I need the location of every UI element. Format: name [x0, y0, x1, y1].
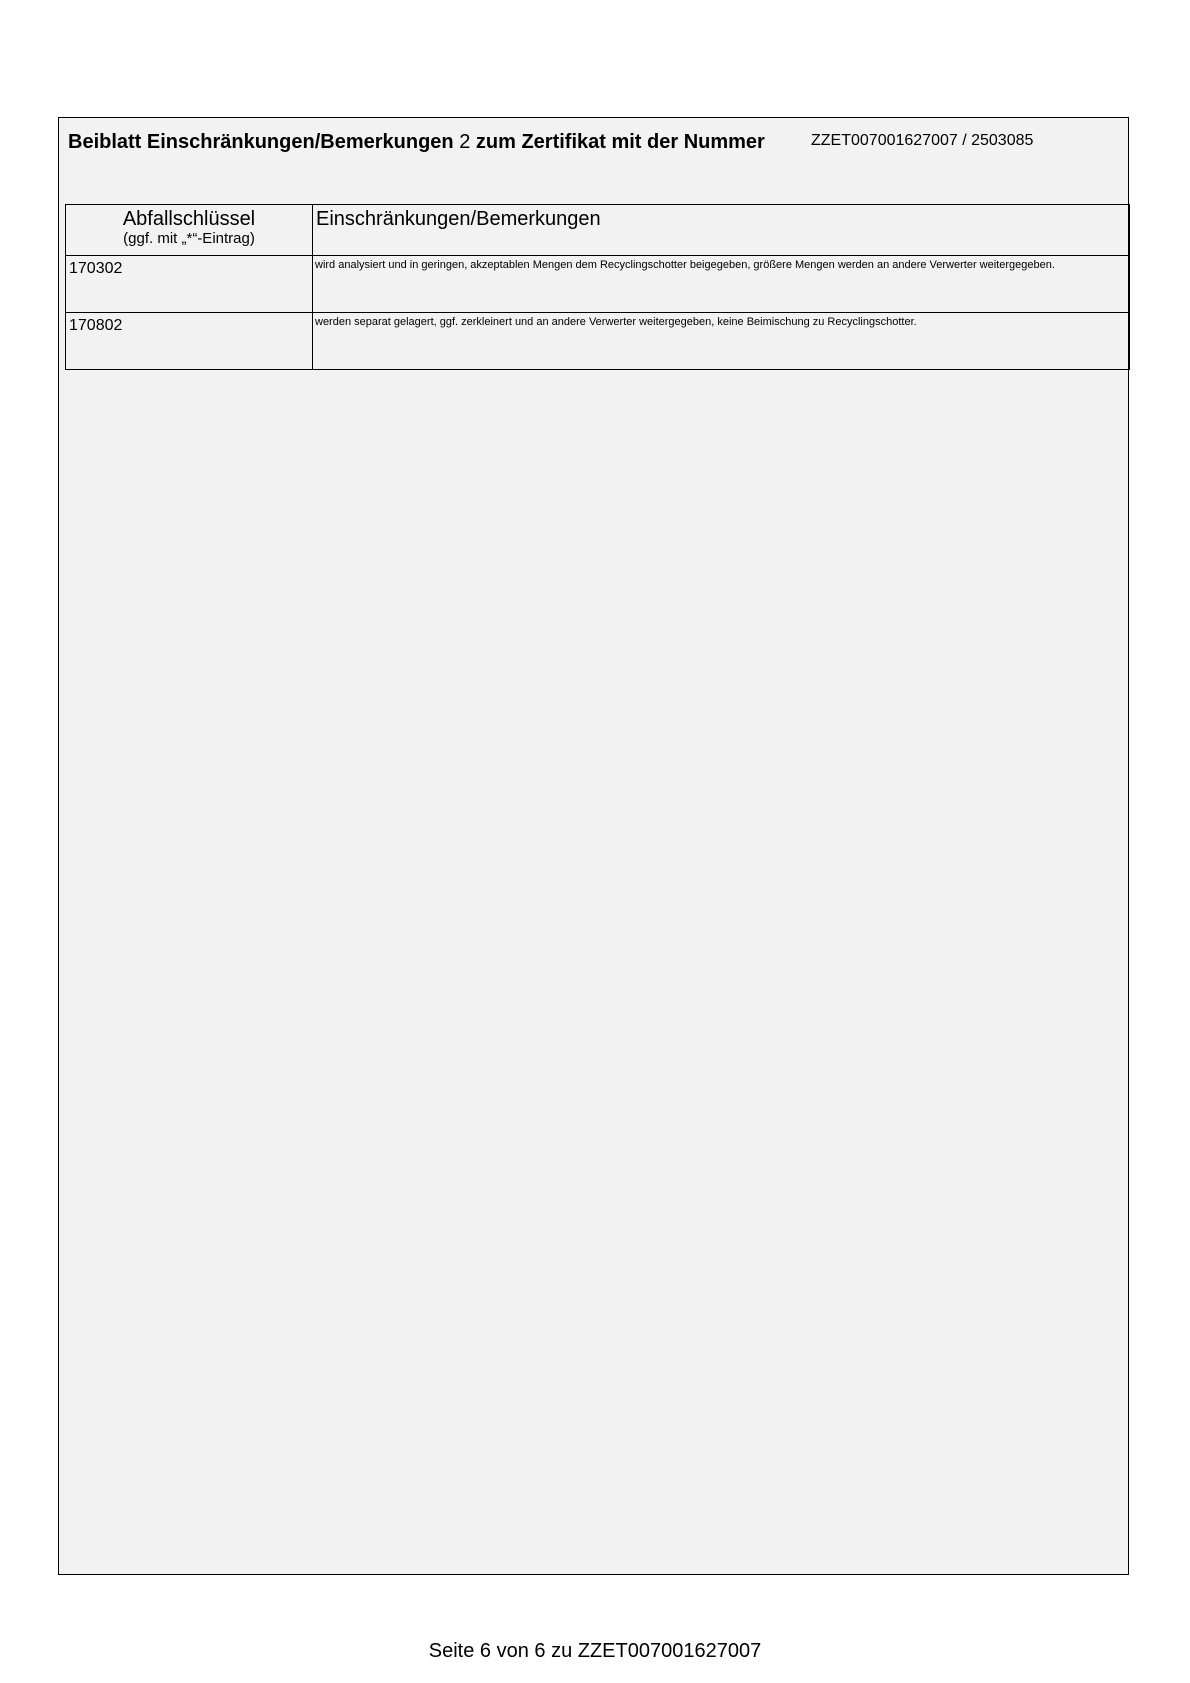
remark-cell: wird analysiert und in geringen, akzeptablen Mengen dem Recyclingschotter beigegeben, größere Mengen werden an andere Verwerter weitergegeben.: [313, 256, 1130, 313]
title-part2: zum Zertifikat mit der Nummer: [475, 131, 765, 153]
page-footer: Seite 6 von 6 zu ZZET007001627007: [428, 1640, 762, 1662]
waste-code-cell: 170802: [66, 313, 313, 370]
supplement-sheet: [58, 117, 1129, 1575]
waste-code-header-note: (ggf. mit „*“-Eintrag): [123, 230, 255, 247]
table-row: [66, 256, 1130, 313]
table-row: [66, 313, 1130, 370]
sheet-title: [68, 131, 765, 154]
remarks-header: Einschränkungen/Bemerkungen: [313, 205, 1130, 256]
waste-code-cell: 170302: [66, 256, 313, 313]
waste-code-header: [66, 205, 313, 256]
table-header-row: [66, 205, 1130, 256]
remark-cell: werden separat gelagert, ggf. zerkleinert und an andere Verwerter weitergegeben, keine Beimischung zu Recyclingschotter.: [313, 313, 1130, 370]
waste-code-header-label: Abfallschlüssel: [122, 208, 256, 230]
restrictions-table: [65, 204, 1130, 370]
title-part1: Beiblatt Einschränkungen/Bemerkungen: [68, 131, 454, 153]
title-number: 2: [459, 131, 471, 153]
certificate-reference: ZZET007001627007 / 2503085: [811, 132, 1034, 149]
